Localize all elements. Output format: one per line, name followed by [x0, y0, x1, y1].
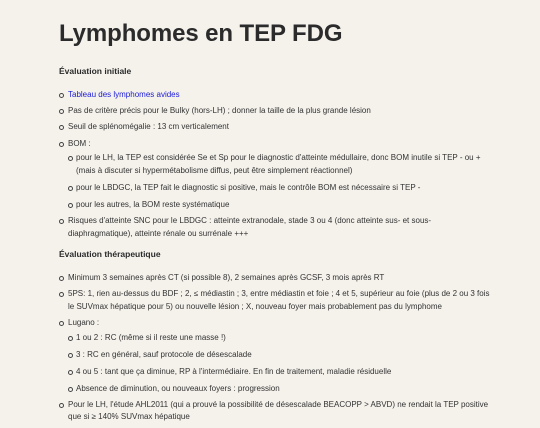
list-initiale — [59, 89, 491, 240]
list-therapeutique — [59, 272, 491, 424]
list-item-lugano — [59, 317, 491, 395]
section-heading-therapeutique: Évaluation thérapeutique — [59, 249, 161, 260]
lugano-label: Lugano : — [68, 318, 100, 328]
lugano-sublist — [68, 332, 491, 396]
bom-sublist — [68, 152, 491, 211]
list-item-5ps: 5PS: 1, rien au-dessus du BDF ; 2, ≤ médiastin ; 3, entre médiastin et foie ; 4 et 5, supérieur au foie (plus de 2 ou 3 fois le SUVmax hépatique pour 5) ou nouvelle lésion ; X, nouveau foyer mais probablement pas du lymphome — [59, 288, 491, 313]
lugano-subitem-4-5: 4 ou 5 : tant que ça diminue, RP à l'intermédiaire. En fin de traitement, maladie résiduelle — [68, 366, 491, 379]
article — [59, 18, 491, 428]
lugano-subitem-1-2: 1 ou 2 : RC (même si il reste une masse !) — [68, 332, 491, 345]
section-heading-initiale: Évaluation initiale — [59, 66, 132, 76]
list-item-splenomegalie: Seuil de splénomégalie : 13 cm verticalement — [59, 121, 491, 134]
lugano-subitem-3: 3 : RC en général, sauf protocole de désescalade — [68, 349, 491, 362]
list-item-bulky: Pas de critère précis pour le Bulky (hors-LH) ; donner la taille de la plus grande lésion — [59, 105, 491, 118]
list-item-snc: Risques d'atteinte SNC pour le LBDGC : atteinte extranodale, stade 3 ou 4 (donc atteinte sus- et sous-diaphragmatique), atteinte rénale ou surrénale +++ — [59, 215, 491, 240]
list-item-delais: Minimum 3 semaines après CT (si possible 8), 2 semaines après GCSF, 3 mois après RT — [59, 272, 491, 285]
bom-subitem-lh: pour le LH, la TEP est considérée Se et Sp pour le diagnostic d'atteinte médullaire, donc BOM inutile si TEP - ou + (mais à discuter si hypermétabolisme diffus, peut être simplement réactionnel) — [68, 152, 491, 177]
page-title: Lymphomes en TEP FDG — [59, 20, 343, 47]
bom-subitem-lbdgc: pour le LBDGC, la TEP fait le diagnostic si positive, mais le contrôle BOM est nécessaire si TEP - — [68, 182, 491, 195]
tableau-lymphomes-link[interactable]: Tableau des lymphomes avides — [68, 90, 180, 99]
bom-label: BOM : — [68, 138, 91, 148]
list-item-lh-ahl2011: Pour le LH, l'étude AHL2011 (qui a prouvé la possibilité de désescalade BEACOPP > ABVD) ne rendait la TEP positive que si ≥ 140% SUVmax hépatique — [59, 399, 491, 424]
lugano-subitem-progression: Absence de diminution, ou nouveaux foyers : progression — [68, 383, 491, 396]
list-item-bom — [59, 138, 491, 212]
bom-subitem-autres: pour les autres, la BOM reste systématique — [68, 199, 491, 212]
list-item-link — [59, 89, 491, 102]
